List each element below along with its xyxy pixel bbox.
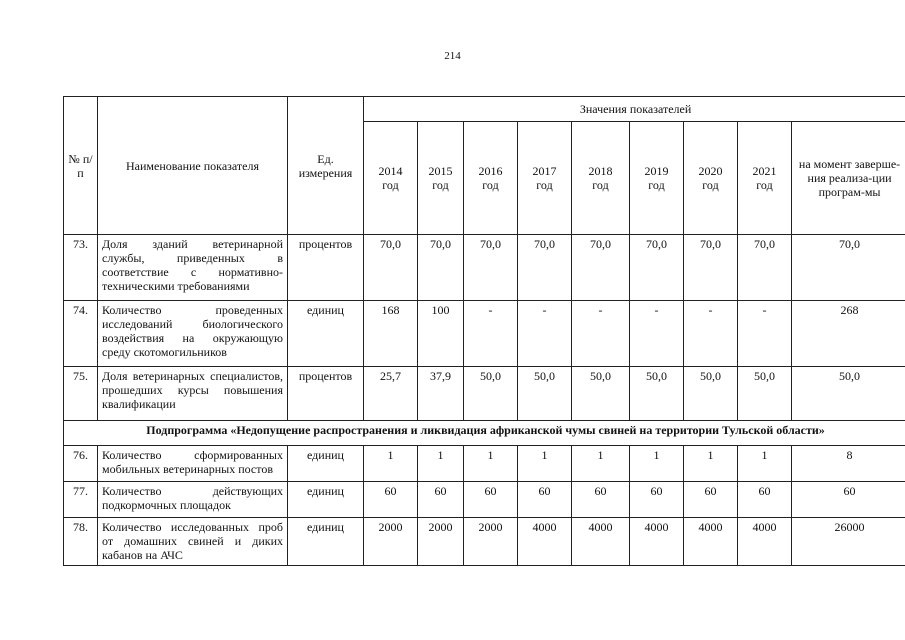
row-value: 4000 (630, 518, 684, 566)
header-num: № п/п (64, 97, 98, 235)
row-value: - (464, 301, 518, 367)
row-value: 1 (630, 446, 684, 482)
row-value: 70,0 (738, 235, 792, 301)
subprogram-row (64, 421, 905, 446)
header-final: на момент заверше-ния реализа-ции програм-мы (792, 122, 905, 235)
header-year: 2016 год (464, 122, 518, 235)
header-year: 2017 год (518, 122, 572, 235)
row-value: 8 (792, 446, 905, 482)
row-value: 2000 (364, 518, 418, 566)
row-value: 60 (364, 482, 418, 518)
row-value: 268 (792, 301, 905, 367)
row-value: 60 (572, 482, 630, 518)
row-value: 50,0 (738, 367, 792, 421)
row-value: 50,0 (518, 367, 572, 421)
header-year: 2014 год (364, 122, 418, 235)
row-name: Доля ветеринарных специалистов, прошедших курсы повышения квалификации (98, 367, 288, 421)
row-value: 1 (738, 446, 792, 482)
row-value: 50,0 (684, 367, 738, 421)
row-value: 50,0 (572, 367, 630, 421)
row-value: 60 (792, 482, 905, 518)
row-value: 60 (738, 482, 792, 518)
row-num: 76. (64, 446, 98, 482)
row-name: Количество исследованных проб от домашних свиней и диких кабанов на АЧС (98, 518, 288, 566)
row-name: Количество действующих подкормочных площадок (98, 482, 288, 518)
row-unit: процентов (288, 235, 364, 301)
row-value: 50,0 (464, 367, 518, 421)
row-value: 1 (418, 446, 464, 482)
row-value: 1 (518, 446, 572, 482)
row-num: 74. (64, 301, 98, 367)
row-num: 77. (64, 482, 98, 518)
header-year: 2015 год (418, 122, 464, 235)
row-value: 1 (684, 446, 738, 482)
row-value: 1 (364, 446, 418, 482)
header-year: 2020 год (684, 122, 738, 235)
row-value: 25,7 (364, 367, 418, 421)
table-row (64, 482, 905, 518)
row-value: 70,0 (684, 235, 738, 301)
row-name: Количество сформированных мобильных ветеринарных постов (98, 446, 288, 482)
header-name: Наименование показателя (98, 97, 288, 235)
table-row (64, 235, 905, 301)
row-value: 50,0 (630, 367, 684, 421)
row-value: 60 (630, 482, 684, 518)
row-value: 1 (464, 446, 518, 482)
row-value: 50,0 (792, 367, 905, 421)
row-value: 60 (418, 482, 464, 518)
row-value: 70,0 (464, 235, 518, 301)
table-row (64, 367, 905, 421)
subprogram-title: Подпрограмма «Недопущение распространения и ликвидация африканской чумы свиней на территории Тульской области» (64, 421, 905, 446)
row-num: 75. (64, 367, 98, 421)
row-value: - (518, 301, 572, 367)
row-value: - (630, 301, 684, 367)
header-unit: Ед. измерения (288, 97, 364, 235)
row-value: 70,0 (364, 235, 418, 301)
row-value: - (572, 301, 630, 367)
row-value: 70,0 (792, 235, 905, 301)
header-values-title: Значения показателей (364, 97, 905, 122)
row-value: 100 (418, 301, 464, 367)
row-value: 168 (364, 301, 418, 367)
row-value: 4000 (684, 518, 738, 566)
row-name: Количество проведенных исследований биологического воздействия на окружающую среду скотомогильников (98, 301, 288, 367)
row-value: 37,9 (418, 367, 464, 421)
table-row (64, 301, 905, 367)
row-value: 2000 (464, 518, 518, 566)
row-unit: единиц (288, 482, 364, 518)
row-value: 4000 (518, 518, 572, 566)
row-unit: единиц (288, 518, 364, 566)
header-year: 2018 год (572, 122, 630, 235)
row-value: - (684, 301, 738, 367)
indicators-table (63, 96, 905, 566)
row-value: 1 (572, 446, 630, 482)
row-value: 60 (464, 482, 518, 518)
table-row (64, 518, 905, 566)
row-value: - (738, 301, 792, 367)
row-num: 78. (64, 518, 98, 566)
row-value: 4000 (572, 518, 630, 566)
row-num: 73. (64, 235, 98, 301)
row-value: 60 (684, 482, 738, 518)
page-number: 214 (444, 50, 461, 62)
row-name: Доля зданий ветеринарной службы, приведенных в соответствие с нормативно-техническими требованиями (98, 235, 288, 301)
row-value: 2000 (418, 518, 464, 566)
table-row (64, 446, 905, 482)
row-unit: единиц (288, 301, 364, 367)
row-value: 70,0 (418, 235, 464, 301)
row-value: 70,0 (572, 235, 630, 301)
row-value: 26000 (792, 518, 905, 566)
row-value: 70,0 (630, 235, 684, 301)
row-unit: единиц (288, 446, 364, 482)
row-value: 4000 (738, 518, 792, 566)
row-value: 70,0 (518, 235, 572, 301)
header-year: 2019 год (630, 122, 684, 235)
row-unit: процентов (288, 367, 364, 421)
header-year: 2021 год (738, 122, 792, 235)
row-value: 60 (518, 482, 572, 518)
